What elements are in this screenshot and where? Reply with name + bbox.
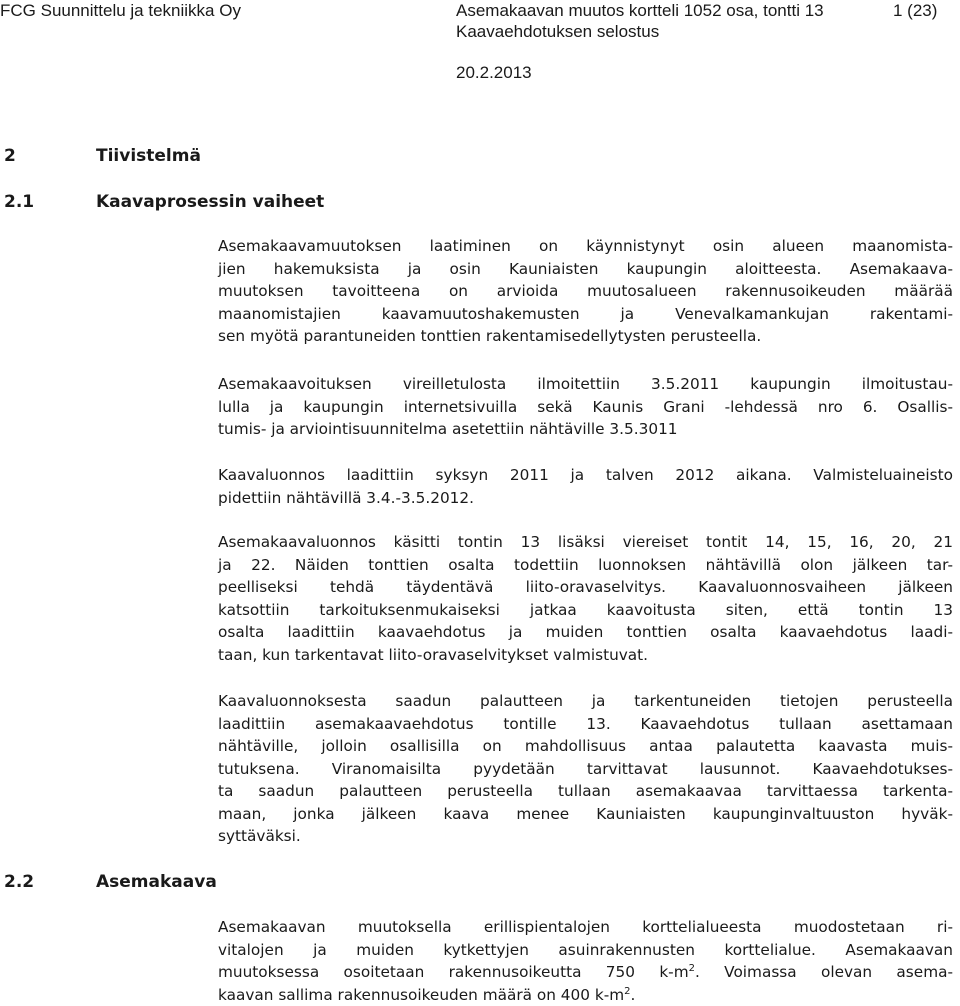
- paragraph-initiation: [218, 235, 953, 348]
- section-title: Asemakaava: [96, 872, 217, 892]
- paragraph-draft-scope: [218, 531, 953, 666]
- text-line: katsottiin tarkoituksenmukaiseksi jatkaa kaavoitusta siten, että tontin 13: [218, 599, 953, 622]
- text-line: syttäväksi.: [218, 825, 953, 848]
- text-line: Asemakaavoituksen vireilletulosta ilmoitettiin 3.5.2011 kaupungin ilmoitustau-: [218, 373, 953, 396]
- paragraph-draft: [218, 464, 953, 509]
- section-title: Kaavaprosessin vaiheet: [96, 192, 324, 212]
- document-subtitle: Kaavaehdotuksen selostus: [456, 21, 659, 42]
- text-line: tumis- ja arviointisuunnitelma asetettiin nähtäville 3.5.3011: [218, 418, 953, 441]
- text-line: maanomistajien kaavamuutoshakemusten ja Venevalkamankujan rakentami-: [218, 303, 953, 326]
- section-heading-2-2: [4, 872, 217, 892]
- text-line: nähtäville, jolloin osallisilla on mahdollisuus antaa palautetta kaavasta muis-: [218, 735, 953, 758]
- text-line: laadittiin asemakaavaehdotus tontille 13. Kaavaehdotus tullaan asettamaan: [218, 713, 953, 736]
- page-number: 1 (23): [893, 0, 937, 21]
- company-name: FCG Suunnittelu ja tekniikka Oy: [0, 0, 241, 21]
- text-line: ta saadun palautteen perusteella tullaan asemakaavaa tarvittaessa tarkenta-: [218, 780, 953, 803]
- text-line: [218, 961, 953, 984]
- paragraph-asemakaava: [218, 916, 953, 1006]
- text-line: vitalojen ja muiden kytkettyjen asuinrakennusten korttelialue. Asemakaavan: [218, 939, 953, 962]
- text-fragment: . Voimassa olevan asema-: [695, 963, 953, 981]
- section-heading-2-1: [4, 192, 324, 212]
- text-line: osalta laadittiin kaavaehdotus ja muiden tonttien osalta kaavaehdotus laadi-: [218, 621, 953, 644]
- text-line: pidettiin nähtävillä 3.4.-3.5.2012.: [218, 487, 953, 510]
- text-line: muutoksen tavoitteena on arvioida muutosalueen rakennusoikeuden määrää: [218, 280, 953, 303]
- section-heading-2: [4, 146, 201, 166]
- section-number: 2: [4, 146, 96, 166]
- text-line: Kaavaluonnos laadittiin syksyn 2011 ja talven 2012 aikana. Valmisteluaineisto: [218, 464, 953, 487]
- text-line: Kaavaluonnoksesta saadun palautteen ja tarkentuneiden tietojen perusteella: [218, 690, 953, 713]
- text-line: Asemakaavan muutoksella erillispientalojen korttelialueesta muodostetaan ri-: [218, 916, 953, 939]
- text-line: maan, jonka jälkeen kaava menee Kauniaisten kaupunginvaltuuston hyväk-: [218, 803, 953, 826]
- section-title: Tiivistelmä: [96, 146, 201, 166]
- text-line: lulla ja kaupungin internetsivuilla sekä Kaunis Grani -lehdessä nro 6. Osallis-: [218, 396, 953, 419]
- text-line: peelliseksi tehdä täydentävä liito-oravaselvitys. Kaavaluonnosvaiheen jälkeen: [218, 576, 953, 599]
- text-fragment: kaavan sallima rakennusoikeuden määrä on 400 k-m: [218, 986, 624, 1004]
- text-line: tutuksena. Viranomaisilta pyydetään tarvittavat lausunnot. Kaavaehdotukses-: [218, 758, 953, 781]
- text-fragment: muutoksessa osoitetaan rakennusoikeutta 750 k-m: [218, 963, 689, 981]
- text-line: sen myötä parantuneiden tonttien rakentamisedellytysten perusteella.: [218, 325, 953, 348]
- text-fragment: .: [631, 986, 636, 1004]
- paragraph-announcement: [218, 373, 953, 441]
- paragraph-proposal: [218, 690, 953, 848]
- text-line: taan, kun tarkentavat liito-oravaselvitykset valmistuvat.: [218, 644, 953, 667]
- text-line: Asemakaavaluonnos käsitti tontin 13 lisäksi viereiset tontit 14, 15, 16, 20, 21: [218, 531, 953, 554]
- superscript: 2: [689, 963, 695, 974]
- text-line: Asemakaavamuutoksen laatiminen on käynnistynyt osin alueen maanomista-: [218, 235, 953, 258]
- text-line: ja 22. Näiden tonttien osalta todettiin luonnoksen nähtävillä olon jälkeen tar-: [218, 554, 953, 577]
- superscript: 2: [624, 985, 630, 996]
- section-number: 2.1: [4, 192, 96, 212]
- text-line: jien hakemuksista ja osin Kauniaisten kaupungin aloitteesta. Asemakaava-: [218, 258, 953, 281]
- section-number: 2.2: [4, 872, 96, 892]
- document-title: Asemakaavan muutos kortteli 1052 osa, tontti 13: [456, 0, 824, 21]
- document-date: 20.2.2013: [456, 62, 532, 83]
